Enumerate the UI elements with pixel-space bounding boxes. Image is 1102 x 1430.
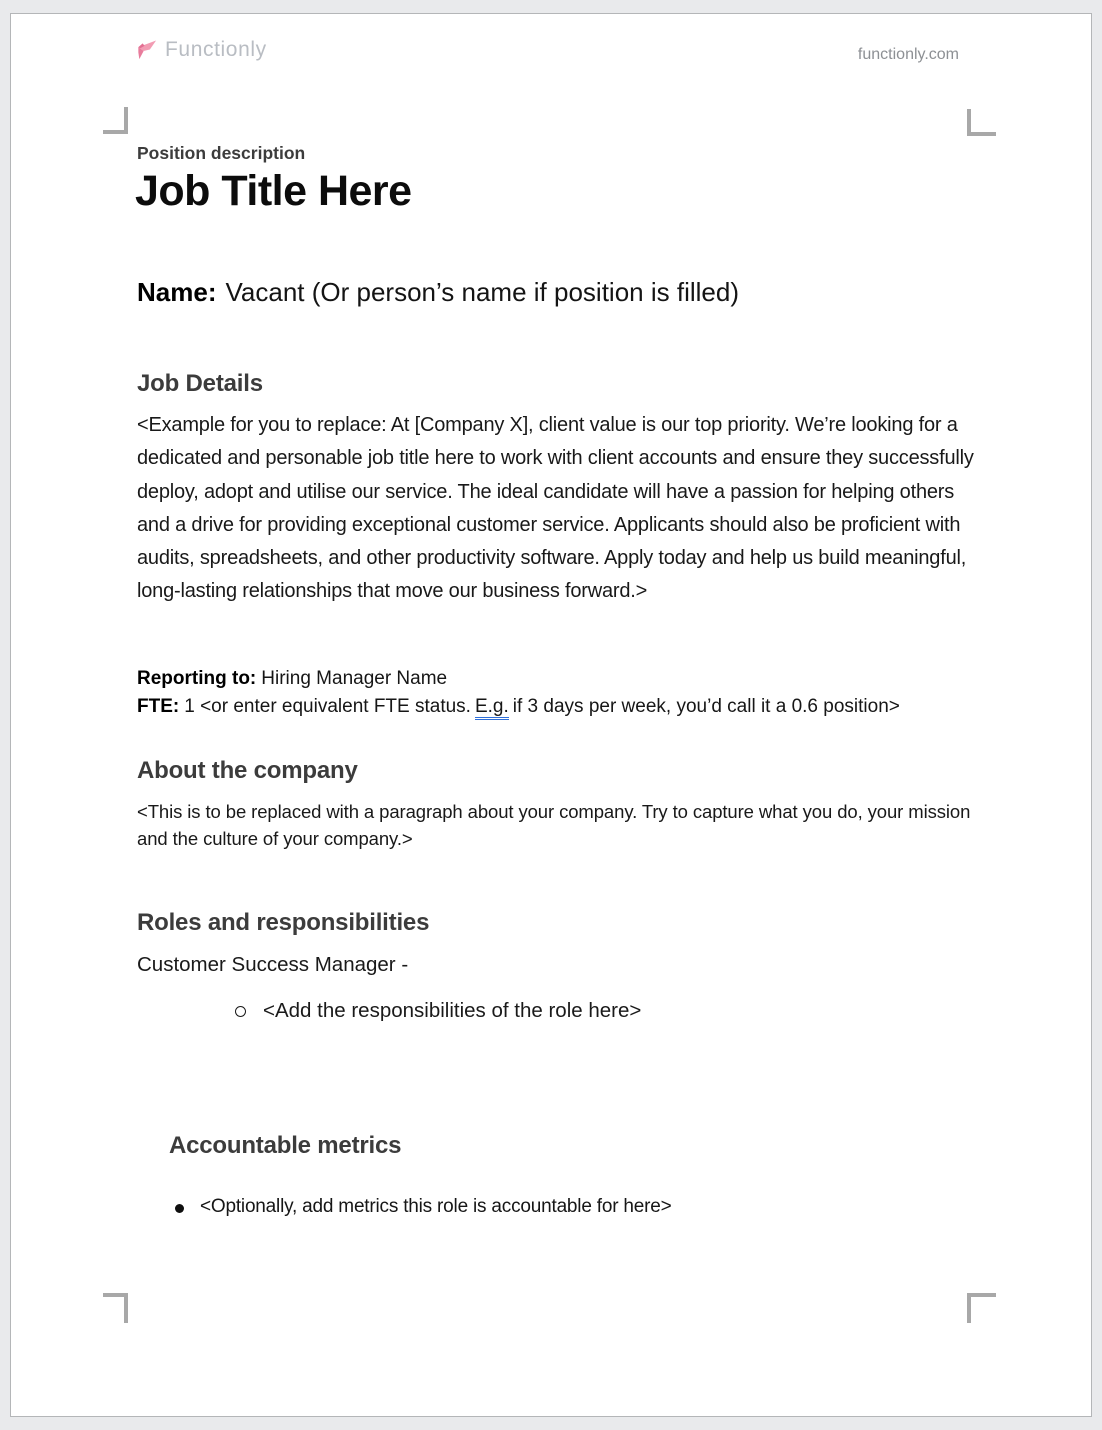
logo-wordmark: Functionly: [165, 38, 267, 61]
crop-mark-bottom-left-icon: [103, 1293, 128, 1323]
website-url: functionly.com: [857, 46, 959, 63]
metrics-bullet-text: <Optionally, add metrics this role is accountable for here>: [200, 1196, 672, 1217]
crop-mark-bottom-right-icon: [967, 1293, 996, 1323]
role-bullet-text: <Add the responsibilities of the role here>: [263, 999, 642, 1022]
role-bullet-item: [235, 999, 641, 1023]
heading-job-details: Job Details: [137, 370, 263, 397]
document-page: [10, 13, 1092, 1417]
about-company-body: <This is to be replaced with a paragraph about your company. Try to capture what you do, your mission and the culture of your company.>: [137, 801, 971, 849]
fte-text-suffix: if 3 days per week, you’d call it a 0.6 position>: [512, 696, 900, 717]
metrics-bullet-item: [175, 1196, 672, 1218]
hollow-circle-bullet-icon: [235, 1006, 246, 1017]
name-line: [137, 277, 739, 308]
reporting-fte-block: [137, 665, 900, 721]
job-details-body: <Example for you to replace: At [Company X], client value is our top priority. We’re looking for a dedicated and personable job title here to work with client accounts and ensure they successfully deploy, adopt and utilise our service. The ideal candidate will have a passion for helping others and a drive for providing exceptional customer service. Applicants should also be proficient with audits, spreadsheets, and other productivity software. Apply today and help us build meaningful, long-lasting relationships that move our business forward.>: [137, 414, 974, 603]
filled-circle-bullet-icon: [175, 1204, 184, 1213]
fte-line: [137, 693, 900, 721]
heading-about-company: About the company: [137, 757, 358, 784]
page-title: Job Title Here: [135, 167, 412, 215]
name-label: Name:: [137, 277, 217, 307]
reporting-value: Hiring Manager Name: [261, 668, 448, 689]
eyebrow-position-description: Position description: [137, 143, 306, 163]
grammar-flagged-text: E.g.: [475, 696, 509, 720]
functionly-logo: [135, 38, 267, 62]
crop-mark-top-right-icon: [967, 109, 996, 136]
reporting-line: [137, 665, 900, 693]
heading-accountable-metrics: Accountable metrics: [169, 1132, 402, 1159]
functionly-flag-icon: [135, 39, 158, 62]
crop-mark-top-left-icon: [103, 107, 128, 134]
fte-text-prefix: 1 <or enter equivalent FTE status.: [184, 696, 471, 717]
name-value: Vacant (Or person’s name if position is filled): [225, 277, 739, 307]
role-title-line: Customer Success Manager -: [137, 953, 409, 976]
fte-label: FTE:: [137, 696, 180, 717]
reporting-label: Reporting to:: [137, 668, 257, 689]
heading-roles-responsibilities: Roles and responsibilities: [137, 909, 430, 936]
